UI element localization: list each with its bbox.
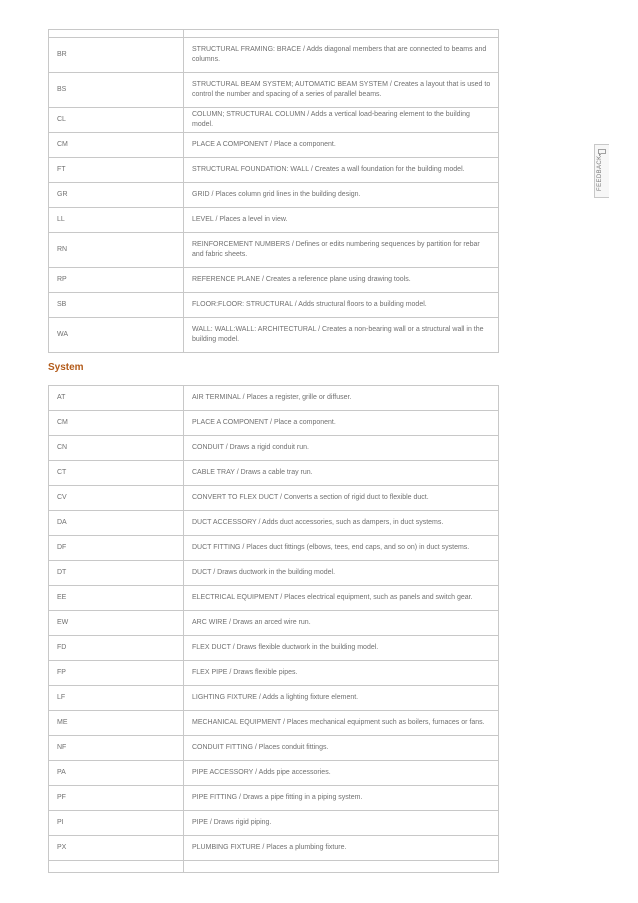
table-row <box>49 786 499 811</box>
shortcut-key: EW <box>49 611 184 636</box>
shortcut-description: PIPE FITTING / Draws a pipe fitting in a piping system. <box>184 786 499 811</box>
table-row <box>49 268 499 293</box>
shortcut-key: NF <box>49 736 184 761</box>
feedback-tab[interactable] <box>594 144 609 198</box>
shortcut-key: RP <box>49 268 184 293</box>
shortcut-description: PIPE ACCESSORY / Adds pipe accessories. <box>184 761 499 786</box>
table-row <box>49 611 499 636</box>
table-row <box>49 861 499 873</box>
shortcut-description: PLACE A COMPONENT / Place a component. <box>184 411 499 436</box>
table-row <box>49 293 499 318</box>
shortcut-key <box>49 861 184 873</box>
shortcut-description: STRUCTURAL BEAM SYSTEM; AUTOMATIC BEAM SYSTEM / Creates a layout that is used to control the number and spacing of a series of parallel beams. <box>184 73 499 108</box>
shortcut-description: PLACE A COMPONENT / Place a component. <box>184 133 499 158</box>
shortcut-description: CONDUIT FITTING / Places conduit fittings. <box>184 736 499 761</box>
shortcut-description: DUCT ACCESSORY / Adds duct accessories, such as dampers, in duct systems. <box>184 511 499 536</box>
shortcut-key: LF <box>49 686 184 711</box>
shortcut-description: CABLE TRAY / Draws a cable tray run. <box>184 461 499 486</box>
table-row <box>49 208 499 233</box>
shortcut-key: CM <box>49 133 184 158</box>
table-row <box>49 436 499 461</box>
shortcut-key: CL <box>49 108 184 133</box>
shortcut-description: MECHANICAL EQUIPMENT / Places mechanical equipment such as boilers, furnaces or fans. <box>184 711 499 736</box>
table-row <box>49 561 499 586</box>
shortcut-description: WALL: WALL:WALL: ARCHITECTURAL / Creates a non-bearing wall or a structural wall in the building model. <box>184 318 499 353</box>
table-row <box>49 636 499 661</box>
table-row <box>49 486 499 511</box>
table-row <box>49 736 499 761</box>
table-row <box>49 233 499 268</box>
table-row <box>49 183 499 208</box>
shortcut-key: LL <box>49 208 184 233</box>
shortcut-description: LIGHTING FIXTURE / Adds a lighting fixture element. <box>184 686 499 711</box>
table-row <box>49 38 499 73</box>
table-row <box>49 158 499 183</box>
shortcut-description: REINFORCEMENT NUMBERS / Defines or edits numbering sequences by partition for rebar and fabric sheets. <box>184 233 499 268</box>
shortcut-key: PA <box>49 761 184 786</box>
shortcut-description: REFERENCE PLANE / Creates a reference plane using drawing tools. <box>184 268 499 293</box>
shortcut-description: ARC WIRE / Draws an arced wire run. <box>184 611 499 636</box>
shortcut-key: PI <box>49 811 184 836</box>
shortcut-key: GR <box>49 183 184 208</box>
table-row <box>49 318 499 353</box>
table-row <box>49 711 499 736</box>
shortcut-key: BR <box>49 38 184 73</box>
shortcut-key: ME <box>49 711 184 736</box>
shortcut-table-system <box>48 385 499 873</box>
shortcut-key: BS <box>49 73 184 108</box>
shortcut-description: PLUMBING FIXTURE / Places a plumbing fixture. <box>184 836 499 861</box>
shortcut-description <box>184 30 499 38</box>
table-row <box>49 761 499 786</box>
shortcut-key: EE <box>49 586 184 611</box>
shortcut-description: COLUMN; STRUCTURAL COLUMN / Adds a vertical load-bearing element to the building model. <box>184 108 499 133</box>
shortcut-key: FT <box>49 158 184 183</box>
table-row <box>49 108 499 133</box>
shortcut-key <box>49 30 184 38</box>
shortcut-description: DUCT / Draws ductwork in the building model. <box>184 561 499 586</box>
shortcut-description: FLEX PIPE / Draws flexible pipes. <box>184 661 499 686</box>
section-title-system: System <box>48 362 84 373</box>
shortcut-key: CV <box>49 486 184 511</box>
shortcut-key: FD <box>49 636 184 661</box>
table-row <box>49 811 499 836</box>
shortcut-description: DUCT FITTING / Places duct fittings (elbows, tees, end caps, and so on) in duct systems. <box>184 536 499 561</box>
shortcut-key: DT <box>49 561 184 586</box>
shortcut-description: ELECTRICAL EQUIPMENT / Places electrical equipment, such as panels and switch gear. <box>184 586 499 611</box>
shortcut-key: CN <box>49 436 184 461</box>
table-row <box>49 836 499 861</box>
table-row <box>49 30 499 38</box>
shortcut-description: FLEX DUCT / Draws flexible ductwork in the building model. <box>184 636 499 661</box>
table-row <box>49 73 499 108</box>
shortcut-description: STRUCTURAL FRAMING: BRACE / Adds diagonal members that are connected to beams and columns. <box>184 38 499 73</box>
shortcut-description: CONDUIT / Draws a rigid conduit run. <box>184 436 499 461</box>
table-row <box>49 536 499 561</box>
shortcut-key: WA <box>49 318 184 353</box>
shortcut-description: CONVERT TO FLEX DUCT / Converts a section of rigid duct to flexible duct. <box>184 486 499 511</box>
shortcut-description: STRUCTURAL FOUNDATION: WALL / Creates a wall foundation for the building model. <box>184 158 499 183</box>
shortcut-key: PF <box>49 786 184 811</box>
table-row <box>49 586 499 611</box>
shortcut-description: LEVEL / Places a level in view. <box>184 208 499 233</box>
shortcut-key: CT <box>49 461 184 486</box>
table-row <box>49 686 499 711</box>
shortcut-table-structure <box>48 29 499 353</box>
shortcut-description: FLOOR:FLOOR: STRUCTURAL / Adds structural floors to a building model. <box>184 293 499 318</box>
shortcut-description: GRID / Places column grid lines in the building design. <box>184 183 499 208</box>
table-row <box>49 511 499 536</box>
shortcut-key: AT <box>49 386 184 411</box>
shortcut-description: AIR TERMINAL / Places a register, grille or diffuser. <box>184 386 499 411</box>
table-row <box>49 386 499 411</box>
feedback-label: FEEDBACK <box>597 155 603 191</box>
shortcut-key: DF <box>49 536 184 561</box>
shortcut-key: DA <box>49 511 184 536</box>
shortcut-key: PX <box>49 836 184 861</box>
table-row <box>49 461 499 486</box>
shortcut-description <box>184 861 499 873</box>
shortcut-key: FP <box>49 661 184 686</box>
table-row <box>49 411 499 436</box>
shortcut-key: SB <box>49 293 184 318</box>
table-row <box>49 661 499 686</box>
shortcut-description: PIPE / Draws rigid piping. <box>184 811 499 836</box>
shortcut-key: RN <box>49 233 184 268</box>
table-row <box>49 133 499 158</box>
shortcut-key: CM <box>49 411 184 436</box>
